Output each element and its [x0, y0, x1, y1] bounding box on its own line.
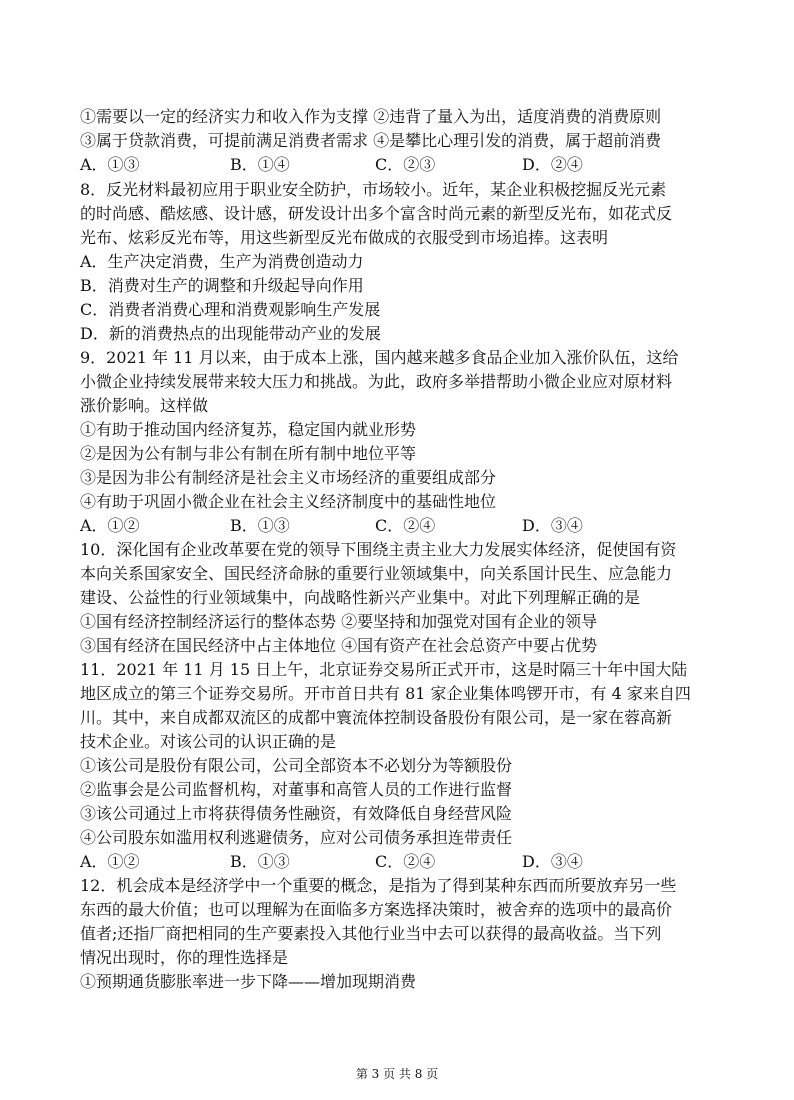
q7-statements-row-2: ③属于贷款消费，可提前满足消费者需求 ④是攀比心理引发的消费，属于超前消费 — [80, 131, 662, 150]
q7-statements-row-1: ①需要以一定的经济实力和收入作为支撑 ②违背了量入为出，适度消费的消费原则 — [80, 107, 662, 126]
q12-stem-line-4: 情况出现时，你的理性选择是 — [80, 948, 289, 967]
option-a: A．①③ — [80, 155, 140, 174]
q12-stem-line-1: 12．机会成本是经济学中一个重要的概念，是指为了得到某种东西而所要放弃另一些 — [80, 876, 677, 895]
q11-stem-line-2: 地区成立的第三个证券交易所。开市首日共有 81 家企业集体鸣锣开市，有 4 家来自四 — [80, 684, 691, 703]
page-footer: 第 3 页 共 8 页 — [355, 1067, 439, 1081]
q10-statements-row-2: ③国有经济在国民经济中占主体地位 ④国有资产在社会总资产中要占优势 — [80, 636, 598, 655]
q11-stem-line-4: 技术企业。对该公司的认识正确的是 — [80, 732, 337, 751]
q9-statement-3: ③是因为非公有制经济是社会主义市场经济的重要组成部分 — [80, 468, 497, 487]
q10-stem-line-1: 10．深化国有企业改革要在党的领导下围绕主责主业大力发展实体经济，促使国有资 — [80, 540, 677, 559]
option-c: C．②③ — [375, 155, 436, 174]
q10-statements-row-1: ①国有经济控制经济运行的整体态势 ②要坚持和加强党对国有企业的领导 — [80, 612, 598, 631]
q10-stem-line-3: 建设、公益性的行业领域集中，向战略性新兴产业集中。对此下列理解正确的是 — [80, 588, 641, 607]
q8-stem-line-3: 光布、炫彩反光布等，用这些新型反光布做成的衣服受到市场追捧。这表明 — [80, 228, 609, 247]
q11-statement-2: ②监事会是公司监督机构，对董事和高管人员的工作进行监督 — [80, 780, 513, 799]
option-c: C．②④ — [375, 516, 436, 535]
option-d: D．②④ — [522, 155, 583, 174]
q11-stem-line-1: 11．2021 年 11 月 15 日上午，北京证券交易所正式开市，这是时隔三十年中国大陆 — [80, 660, 688, 679]
q9-statement-4: ④有助于巩固小微企业在社会主义经济制度中的基础性地位 — [80, 492, 497, 511]
option-b: B．①③ — [230, 852, 290, 871]
q11-options — [80, 850, 720, 874]
q9-options — [80, 514, 720, 538]
q9-stem-line-3: 涨价影响。这样做 — [80, 396, 209, 415]
q12-stem-line-3: 值者;还指厂商把相同的生产要素投入其他行业当中去可以获得的最高收益。当下列 — [80, 924, 662, 943]
option-a: A．①② — [80, 516, 140, 535]
q11-statement-4: ④公司股东如滥用权利逃避债务，应对公司债务承担连带责任 — [80, 828, 513, 847]
option-c: C．②④ — [375, 852, 436, 871]
option-d: D．③④ — [522, 852, 583, 871]
q8-choice-a: A．生产决定消费，生产为消费创造动力 — [80, 252, 364, 271]
q12-stem-line-2: 东西的最大价值；也可以理解为在面临多方案选择决策时，被舍弃的选项中的最高价 — [80, 900, 673, 919]
q10-stem-line-2: 本向关系国家安全、国民经济命脉的重要行业领域集中，向关系国计民生、应急能力 — [80, 564, 673, 583]
q9-statement-2: ②是因为公有制与非公有制在所有制中地位平等 — [80, 444, 417, 463]
q8-choice-d: D．新的消费热点的出现能带动产业的发展 — [80, 324, 381, 343]
q9-statement-1: ①有助于推动国内经济复苏，稳定国内就业形势 — [80, 420, 417, 439]
option-a: A．①② — [80, 852, 140, 871]
q11-statement-1: ①该公司是股份有限公司，公司全部资本不必划分为等额股份 — [80, 756, 513, 775]
q7-options — [80, 153, 720, 177]
q8-choice-c: C．消费者消费心理和消费观影响生产发展 — [80, 300, 381, 319]
q11-stem-line-3: 川。其中，来自成都双流区的成都中寰流体控制设备股份有限公司，是一家在蓉高新 — [80, 708, 673, 727]
option-d: D．③④ — [522, 516, 583, 535]
q8-choice-b: B．消费对生产的调整和升级起导向作用 — [80, 276, 364, 295]
q8-stem-line-1: 8．反光材料最初应用于职业安全防护，市场较小。近年，某企业积极挖掘反光元素 — [80, 180, 667, 199]
q12-statement-1: ①预期通货膨胀率进一步下降——增加现期消费 — [80, 972, 417, 991]
q9-stem-line-2: 小微企业持续发展带来较大压力和挑战。为此，政府多举措帮助小微企业应对原材料 — [80, 372, 673, 391]
option-b: B．①④ — [230, 155, 290, 174]
q9-stem-line-1: 9．2021 年 11 月以来，由于成本上涨，国内越来越多食品企业加入涨价队伍，这给 — [80, 348, 679, 367]
q11-statement-3: ③该公司通过上市将获得债务性融资，有效降低自身经营风险 — [80, 804, 513, 823]
q8-stem-line-2: 的时尚感、酷炫感、设计感，研发设计出多个富含时尚元素的新型反光布，如花式反 — [80, 204, 673, 223]
option-b: B．①③ — [230, 516, 290, 535]
